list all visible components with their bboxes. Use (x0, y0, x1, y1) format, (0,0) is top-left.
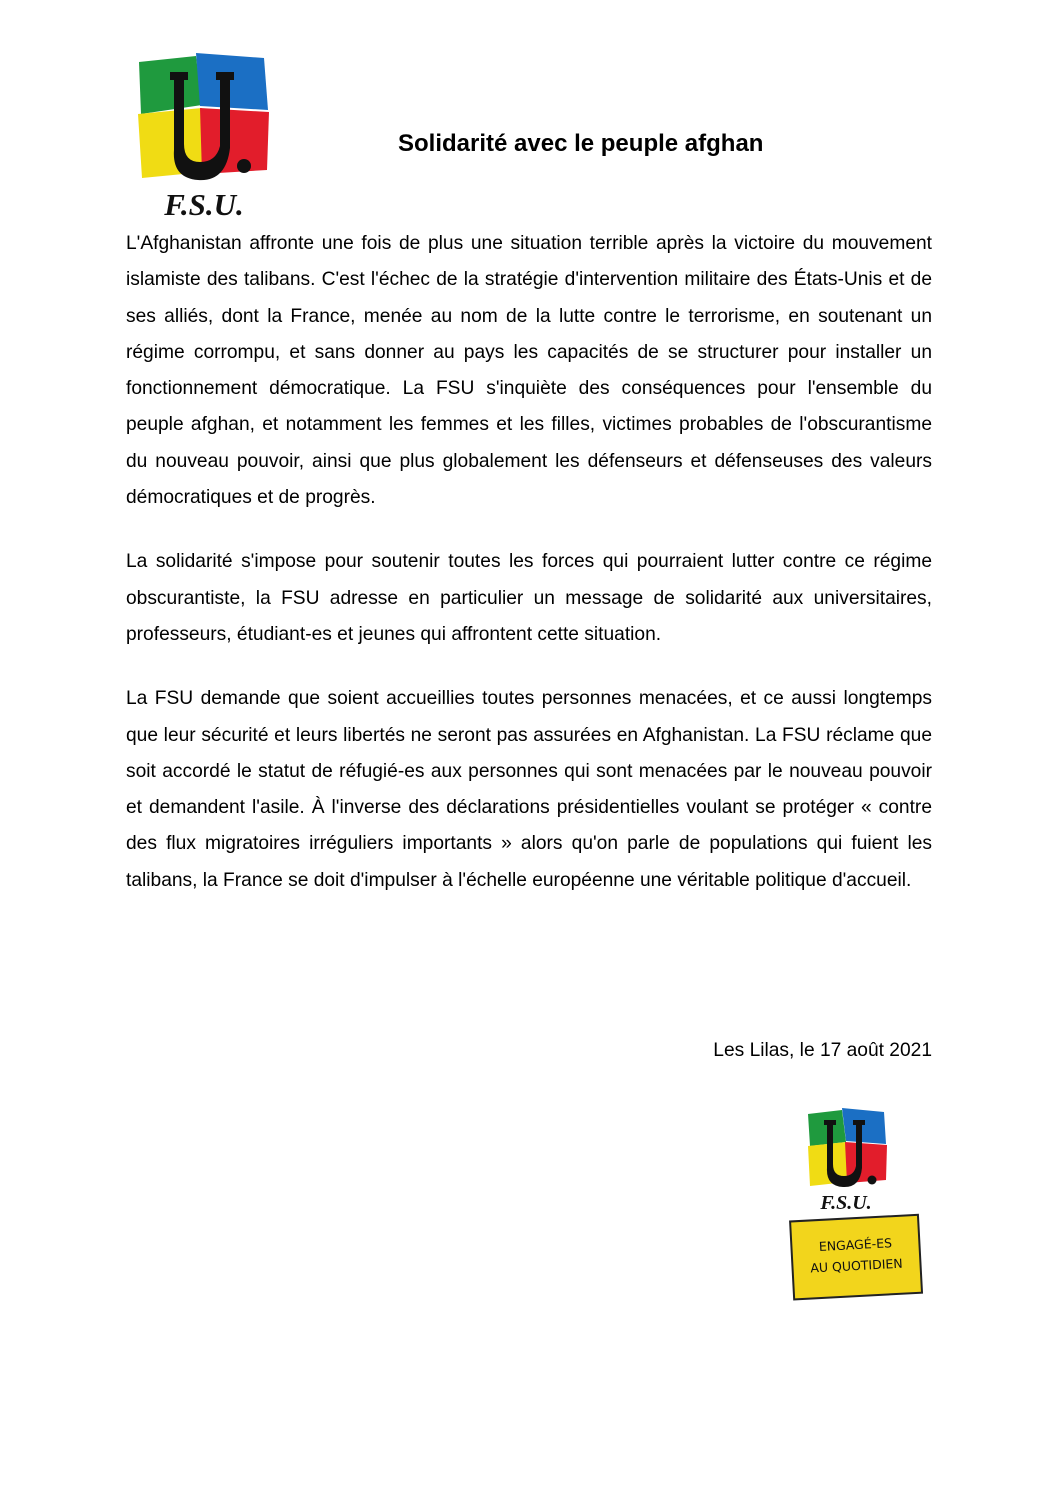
paragraph-1: L'Afghanistan affronte une fois de plus une situation terrible après la victoire du mouvement islamiste des talibans. C'est l'échec de la stratégie d'intervention militaire des États-Unis et de ses alliés, dont la France, menée au nom de la lutte contre le terrorisme, en soutenant un régime corrompu, et sans donner au pays les capacités de se structurer pour installer un fonctionnement démocratique. La FSU s'inquiète des conséquences pour l'ensemble du peuple afghan, et notamment les femmes et les filles, victimes probables de l'obscurantisme du nouveau pouvoir, ainsi que plus globalement les défenseurs et défenseuses des valeurs démocratiques et de progrès. (126, 233, 932, 509)
paragraph-3: La FSU demande que soient accueillies toutes personnes menacées, et ce aussi longtemps que leur sécurité et leurs libertés ne seront pas assurées en Afghanistan. La FSU réclame que soit accordé le statut de réfugié-es aux personnes qui sont menacées par le nouveau pouvoir et demandent l'asile. À l'inverse des déclarations présidentielles voulant se protéger « contre des flux migratoires irréguliers importants » alors qu'on parle de populations qui fuient les talibans, la France se doit d'impulser à l'échelle européenne une véritable politique d'accueil. (126, 688, 932, 891)
signature-date: Les Lilas, le 17 août 2021 (713, 1040, 932, 1061)
document-body (126, 226, 932, 927)
logo-green-block (139, 56, 202, 114)
logo-caption: F.S.U. (164, 187, 244, 220)
fsu-logo-badge (786, 1106, 926, 1306)
logo-dot (868, 1176, 877, 1185)
logo-caption: F.S.U. (820, 1192, 872, 1214)
paragraph-2: La solidarité s'impose pour soutenir toutes les forces qui pourraient lutter contre ce régime obscurantiste, la FSU adresse en particulier un message de solidarité aux universitaires, professeurs, étudiant-es et jeunes qui affrontent cette situation. (126, 551, 932, 645)
document-title: Solidarité avec le peuple afghan (398, 130, 764, 157)
badge-line-1: ENGAGÉ-ES (818, 1235, 893, 1255)
logo-blue-block (842, 1108, 886, 1144)
logo-blue-block (196, 53, 268, 110)
logo-dot (237, 159, 251, 173)
badge-line-2: AU QUOTIDIEN (809, 1255, 904, 1276)
fsu-logo-top (136, 50, 272, 220)
